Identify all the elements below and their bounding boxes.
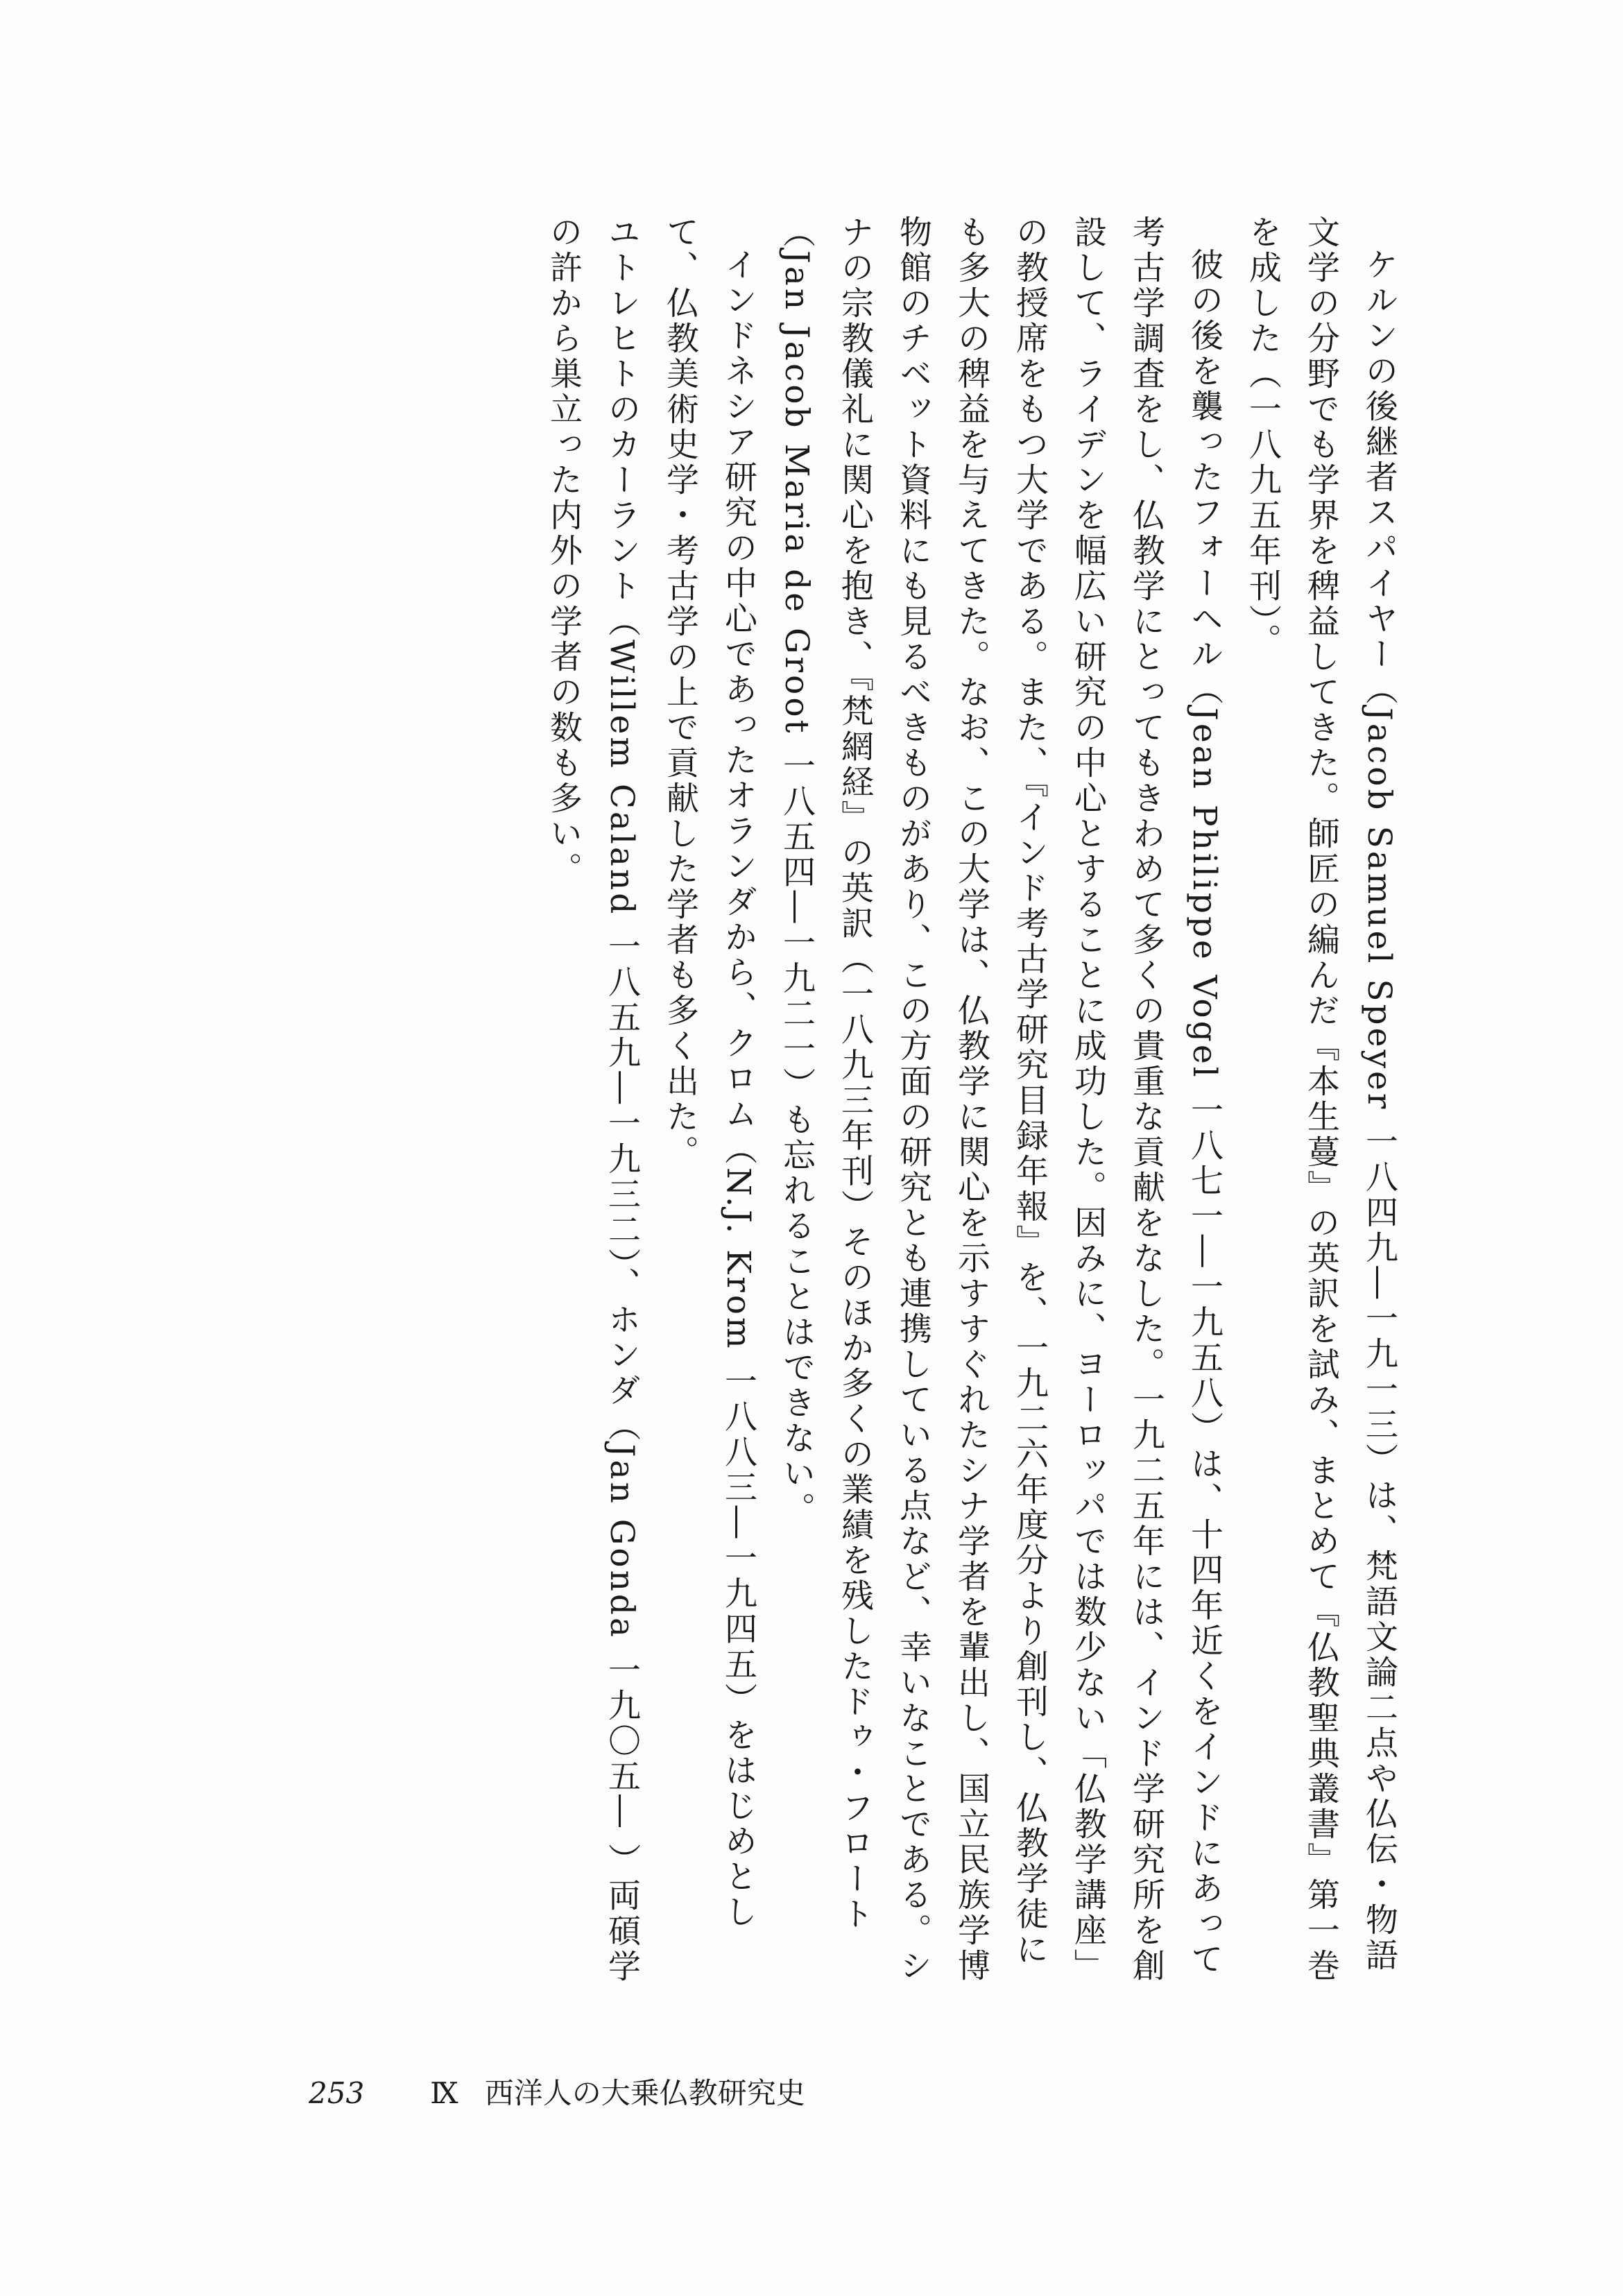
page-footer — [309, 2071, 805, 2112]
paragraph-krom: インドネシア研究の中心であったオランダから、クロム（N.J. Krom 一八八三―一九四五）をはじめとして、仏教美術史学・考古学の上で貢献した学者も多く出た。 — [661, 215, 757, 1930]
chapter-title: 西洋人の大乗仏教研究史 — [484, 2076, 805, 2110]
chapter-number: Ⅸ — [430, 2076, 458, 2110]
paragraph-speyer: ケルンの後継者スパイヤー（Jacob Samuel Speyer 一八四九―一九一三）は、梵語文論二点や仏伝・物語文学の分野でも学界を稗益してきた。師匠の編んだ『本生蔓』の英訳を試み、まとめて『仏教聖典叢書』第一巻を成した（一八九五年刊）。 — [1244, 215, 1398, 1984]
paragraph-vogel: 彼の後を襲ったフォーヘル（Jean Philippe Vogel 一八七一―一九五八）は、十四年近くをインドにあって考古学調査をし、仏教学にとってもきわめて多くの貴重な貢献をなした。一九二五年には、インド学研究所を創設して、ライデンを幅広い研究の中心とすることに成功した。因みに、ヨーロッパでは数少ない「仏教学講座」の教授席をもつ大学である。また、『インド考古学研究目録年報』を、一九二六年度分より創刊し、仏教学徒にも多大の稗益を与えてきた。なお、この大学は、仏教学に関心を示すすぐれたシナ学者を輩出し、国立民族学博物館のチベット資料にも見るべきものがあり、この方面の研究とも連携している点など、幸いなことである。シナの宗教儀礼に関心を抱き、『梵網経』の英訳（一八九三年刊）そのほか多くの業績を残したドゥ・フロート（Jan Jacob Maria de Groot 一八五四―一九二一）も忘れることはできない。 — [778, 215, 1223, 1984]
page-number: 253 — [309, 2076, 365, 2110]
paragraph-caland-gonda: ユトレヒトのカーラント（Willem Caland 一八五九―一九三二）、ホンダ（Jan Gonda 一九〇五― ）両碩学の許から巣立った内外の学者の数も多い。 — [544, 215, 641, 1985]
body-text — [534, 215, 1408, 1991]
